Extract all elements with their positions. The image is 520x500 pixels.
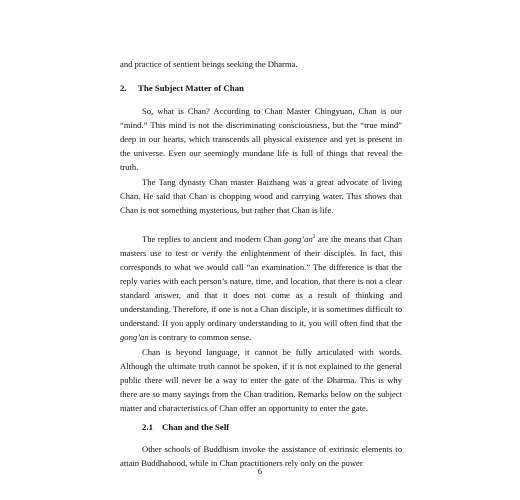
page-number: 6 [257, 467, 263, 476]
section-heading [120, 83, 244, 93]
paragraph-4: Chan is beyond language, it cannot be fully articulated with words. Although the ultimate truth cannot be spoken, if it is not explained to the general public there will never be a way to enter the gate of the Dharma. This is why there are so many sayings from the Chan tradition. Remarks below on the subject matter and characteristics of Chan offer an opportunity to enter the gate. [120, 347, 402, 413]
section-number: 2. [120, 83, 127, 93]
paragraph-2: The Tang dynasty Chan master Baizhang was a great advocate of living Chan. He said that Chan is chopping wood and carrying water. This shows that Chan is not something mysterious, but rather that Chan is life. [120, 177, 402, 215]
subsection-heading [142, 422, 229, 432]
term-gongan-2: gong’an [120, 332, 149, 342]
section-title: The Subject Matter of Chan [138, 83, 244, 93]
footnote-marker: 2 [312, 234, 316, 241]
term-gongan: gong’an [284, 234, 313, 244]
paragraph-3: The replies to ancient and modern Chan $gong’an^2$ are the means that Chan masters use to test or verify the enlightenment of their disciples. In fact, this corresponds to what we would call “an examination.” The difference is that the reply varies with each person’s nature, time, and location, that there is not a clear standard answer, and that it does not come as a result of thinking and understanding. Therefore, if one is not a Chan disciple, it is sometimes difficult to understand. If you apply ordinary understanding to it, you will often find that the gong’an is contrary to common sense. [120, 234, 402, 342]
paragraph-5: Other schools of Buddhism invoke the assistance of extrinsic elements to attain Buddhahood, while in Chan practitioners rely only on the power [120, 444, 402, 468]
continued-paragraph: and practice of sentient beings seeking the Dharma. [120, 59, 298, 69]
paragraph-1: So, what is Chan? According to Chan Master Chingyuan, Chan is our “mind.” This mind is not the discriminating consciousness, but the “true mind” deep in our hearts, which transcends all physical existence and yet is present in the universe. Even our seemingly mundane life is full of things that reveal the truth. [120, 106, 402, 172]
subsection-number: 2.1 [142, 422, 153, 432]
subsection-title: Chan and the Self [162, 422, 230, 432]
